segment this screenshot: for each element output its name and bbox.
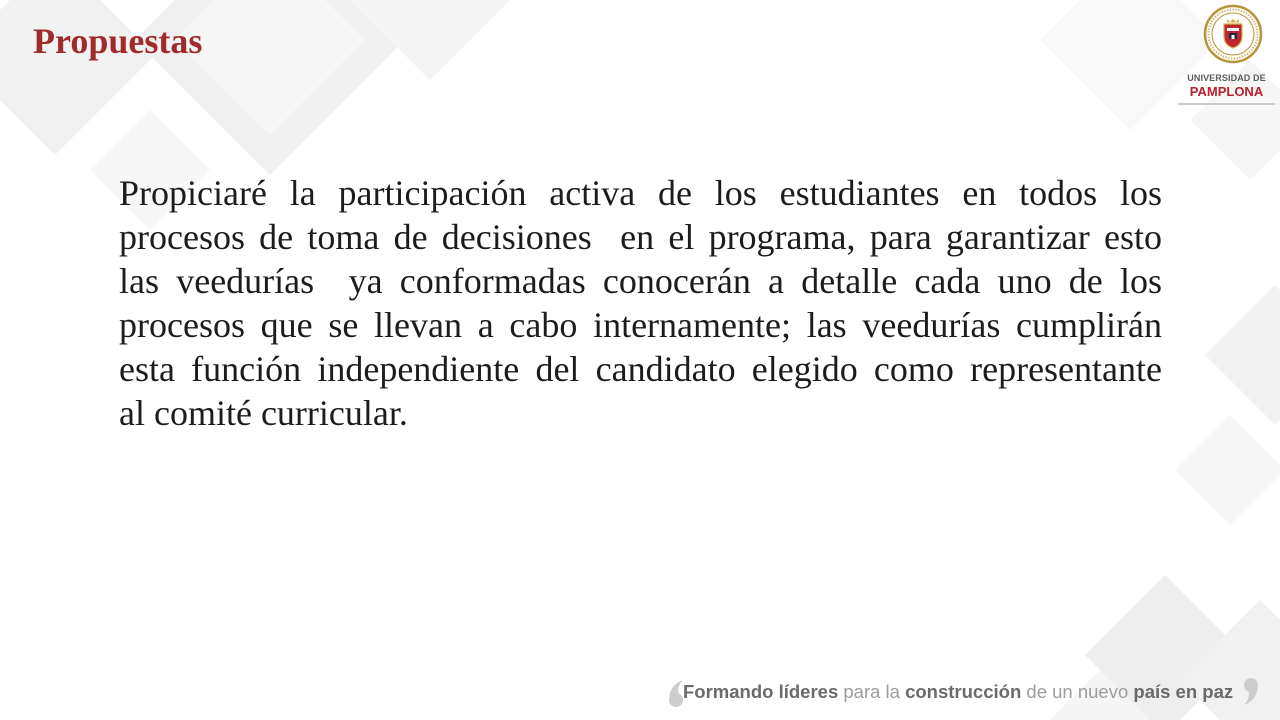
body-text-line: Propiciaré la participación activa de los estudiantes en todos los [119, 173, 1162, 213]
tagline-segment: de un nuevo [1026, 681, 1129, 702]
tagline-segment: Formando líderes [683, 681, 839, 702]
body-text-line: procesos de toma de decisiones en el programa, para garantizar esto [119, 217, 1162, 257]
tagline-segment: país en paz [1133, 681, 1234, 702]
quote-close-icon [1239, 676, 1261, 706]
background-diamond [1040, 0, 1220, 130]
body-text-line: procesos que se llevan a cabo internamente; las veedurías cumplirán [119, 305, 1162, 345]
background-diamond [1175, 415, 1280, 525]
body-text-line: esta función independiente del candidato elegido como representante [119, 349, 1162, 389]
logo-divider [1178, 103, 1275, 105]
logo-university-label: UNIVERSIDAD DE [1187, 73, 1266, 83]
body-text-line: al comité curricular. [119, 393, 408, 433]
tagline-segment: construcción [905, 681, 1022, 702]
footer-tagline [683, 680, 1233, 704]
university-seal-icon [1203, 4, 1263, 64]
logo-university-name: PAMPLONA [1189, 84, 1264, 99]
body-text-line: las veedurías ya conformadas conocerán a detalle cada uno de los [119, 261, 1162, 301]
background-diamond [1205, 285, 1280, 425]
slide-title: Propuestas [33, 21, 203, 61]
proposal-paragraph [119, 171, 1162, 435]
tagline-segment: para la [843, 681, 900, 702]
background-diamond [175, 0, 365, 135]
